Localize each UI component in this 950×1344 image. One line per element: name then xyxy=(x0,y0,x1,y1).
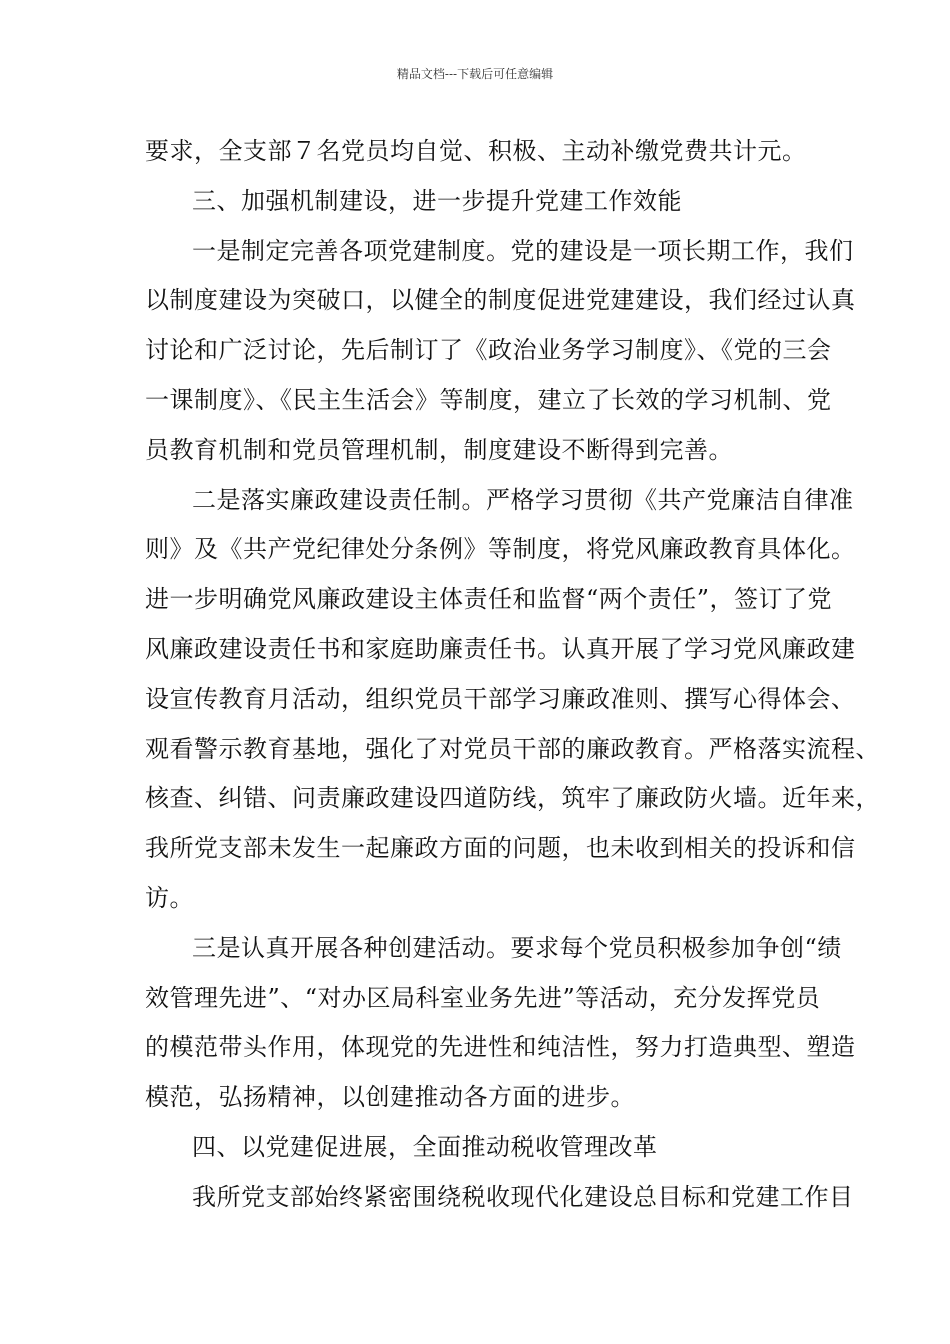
text-line: 访。 xyxy=(145,883,194,912)
text-line: 模范，弘扬精神，以创建推动各方面的进步。 xyxy=(145,1083,635,1112)
text-line: 讨论和广泛讨论，先后制订了《政治业务学习制度》、《党的三会 xyxy=(145,336,832,365)
text-line: 风廉政建设责任书和家庭助廉责任书。认真开展了学习党风廉政建 xyxy=(145,634,856,663)
text-line: 设宣传教育月活动，组织党员干部学习廉政准则、撰写心得体会、 xyxy=(145,684,856,713)
page-header: 精品文档---下载后可任意编辑 xyxy=(396,67,554,81)
text-line: 四、以党建促进展，全面推动税收管理改革 xyxy=(192,1132,658,1161)
text-line: 则》及《共产党纪律处分条例》等制度，将党风廉政教育具体化。 xyxy=(145,535,856,564)
text-line: 观看警示教育基地，强化了对党员干部的廉政教育。严格落实流程、 xyxy=(145,734,880,763)
text-line: 我所党支部未发生一起廉政方面的问题，也未收到相关的投诉和信 xyxy=(145,834,856,863)
text-line: 员教育机制和党员管理机制，制度建设不断得到完善。 xyxy=(145,435,733,464)
text-line: 三、加强机制建设，进一步提升党建工作效能 xyxy=(192,186,682,215)
text-line: 进一步明确党风廉政建设主体责任和监督“两个责任”，签订了党 xyxy=(145,585,833,614)
text-line: 核查、纠错、问责廉政建设四道防线，筑牢了廉政防火墙。近年来， xyxy=(145,784,880,813)
text-line: 二是落实廉政建设责任制。严格学习贯彻《共产党廉洁自律准 xyxy=(192,485,854,514)
text-line: 我所党支部始终紧密围绕税收现代化建设总目标和党建工作目 xyxy=(192,1182,854,1211)
text-line: 一课制度》、《民主生活会》等制度，建立了长效的学习机制、党 xyxy=(145,385,832,414)
text-line: 以制度建设为突破口，以健全的制度促进党建建设，我们经过认真 xyxy=(145,286,856,315)
document-body xyxy=(145,132,880,1228)
text-line: 的模范带头作用，体现党的先进性和纯洁性，努力打造典型、塑造 xyxy=(145,1033,856,1062)
text-line: 一是制定完善各项党建制度。党的建设是一项长期工作，我们 xyxy=(192,236,854,265)
text-line: 效管理先进”、“对办区局科室业务先进”等活动，充分发挥党员 xyxy=(145,983,821,1012)
text-line: 要求，全支部７名党员均自觉、积极、主动补缴党费共计元。 xyxy=(145,137,807,165)
text-line: 三是认真开展各种创建活动。要求每个党员积极参加争创“绩 xyxy=(192,933,842,962)
